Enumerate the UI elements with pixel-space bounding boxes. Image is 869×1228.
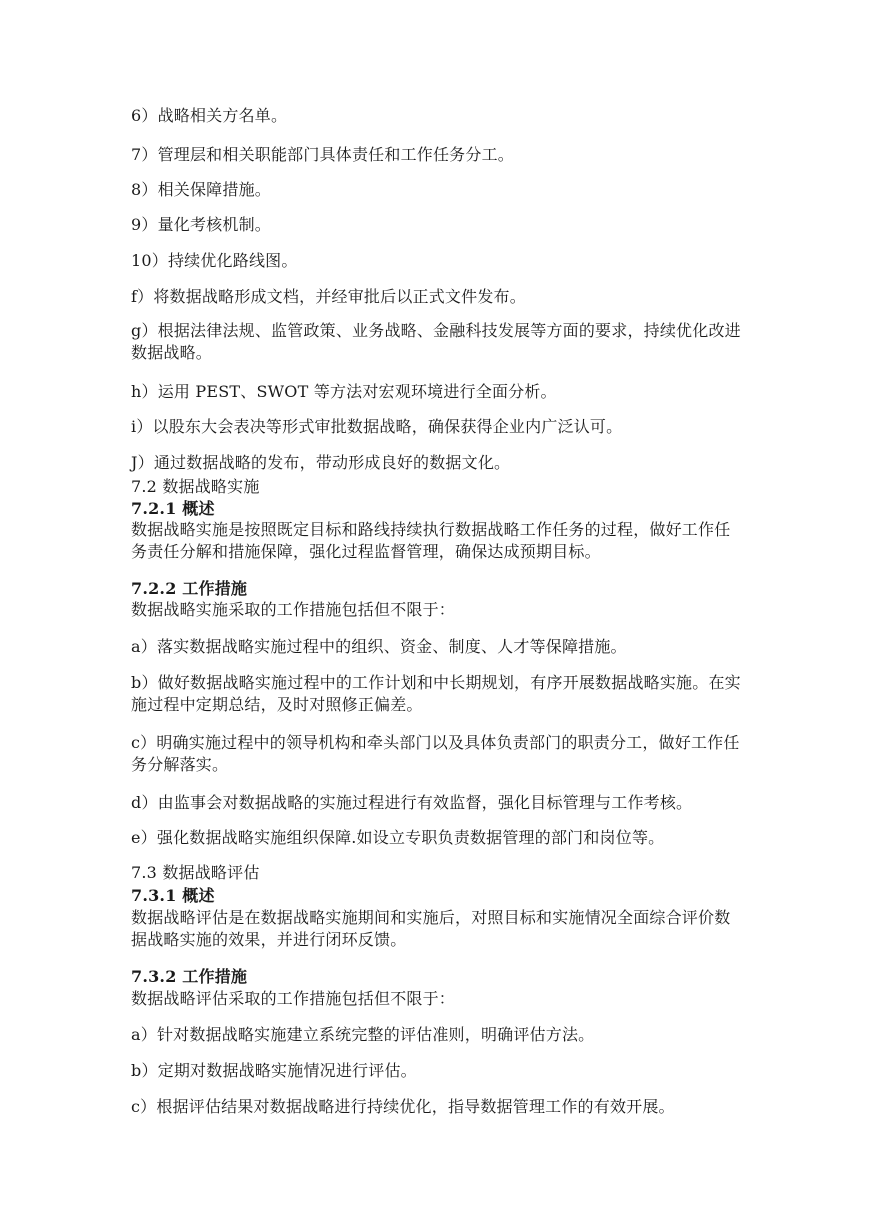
list-item: b）做好数据战略实施过程中的工作计划和中长期规划，有序开展数据战略实施。在实施过程中定期总结，及时对照修正偏差。 bbox=[131, 673, 741, 714]
body-paragraph: 数据战略评估采取的工作措施包括但不限于： bbox=[131, 989, 456, 1008]
body-paragraph: 数据战略评估是在数据战略实施期间和实施后，对照目标和实施情况全面综合评价数据战略实施的效果，并进行闭环反馈。 bbox=[131, 908, 731, 949]
list-item: a）落实数据战略实施过程中的组织、资金、制度、人才等保障措施。 bbox=[131, 637, 627, 656]
body-paragraph: 数据战略实施采取的工作措施包括但不限于： bbox=[131, 600, 456, 619]
subsection-heading: 7.3.1 概述 bbox=[131, 886, 215, 905]
list-item: 10）持续优化路线图。 bbox=[131, 251, 298, 270]
list-item: d）由监事会对数据战略的实施过程进行有效监督，强化目标管理与工作考核。 bbox=[131, 793, 693, 812]
list-item: i）以股东大会表决等形式审批数据战略，确保获得企业内广泛认可。 bbox=[131, 417, 623, 436]
section-heading: 7.3 数据战略评估 bbox=[131, 863, 260, 882]
list-item: g）根据法律法规、监管政策、业务战略、金融科技发展等方面的要求，持续优化改进数据战略。 bbox=[131, 321, 741, 362]
list-item: c）根据评估结果对数据战略进行持续优化，指导数据管理工作的有效开展。 bbox=[131, 1097, 675, 1116]
subsection-heading: 7.2.1 概述 bbox=[131, 499, 215, 518]
body-paragraph: 数据战略实施是按照既定目标和路线持续执行数据战略工作任务的过程，做好工作任务责任分解和措施保障，强化过程监督管理，确保达成预期目标。 bbox=[131, 520, 731, 561]
list-item: h）运用 PEST、SWOT 等方法对宏观环境进行全面分析。 bbox=[131, 382, 557, 401]
subsection-heading: 7.3.2 工作措施 bbox=[131, 967, 248, 986]
list-item: 8）相关保障措施。 bbox=[131, 180, 271, 199]
list-item: 6）战略相关方名单。 bbox=[131, 106, 288, 125]
list-item: 9）量化考核机制。 bbox=[131, 215, 271, 234]
subsection-heading: 7.2.2 工作措施 bbox=[131, 579, 248, 598]
list-item: a）针对数据战略实施建立系统完整的评估准则，明确评估方法。 bbox=[131, 1025, 595, 1044]
list-item: c）明确实施过程中的领导机构和牵头部门以及具体负责部门的职责分工，做好工作任务分解落实。 bbox=[131, 733, 740, 774]
list-item: b）定期对数据战略实施情况进行评估。 bbox=[131, 1061, 417, 1080]
section-heading: 7.2 数据战略实施 bbox=[131, 477, 260, 496]
list-item: f）将数据战略形成文档，并经审批后以正式文件发布。 bbox=[131, 287, 526, 306]
list-item: e）强化数据战略实施组织保障.如设立专职负责数据管理的部门和岗位等。 bbox=[131, 828, 665, 847]
list-item: J）通过数据战略的发布，带动形成良好的数据文化。 bbox=[131, 453, 511, 472]
list-item: 7）管理层和相关职能部门具体责任和工作任务分工。 bbox=[131, 145, 514, 164]
